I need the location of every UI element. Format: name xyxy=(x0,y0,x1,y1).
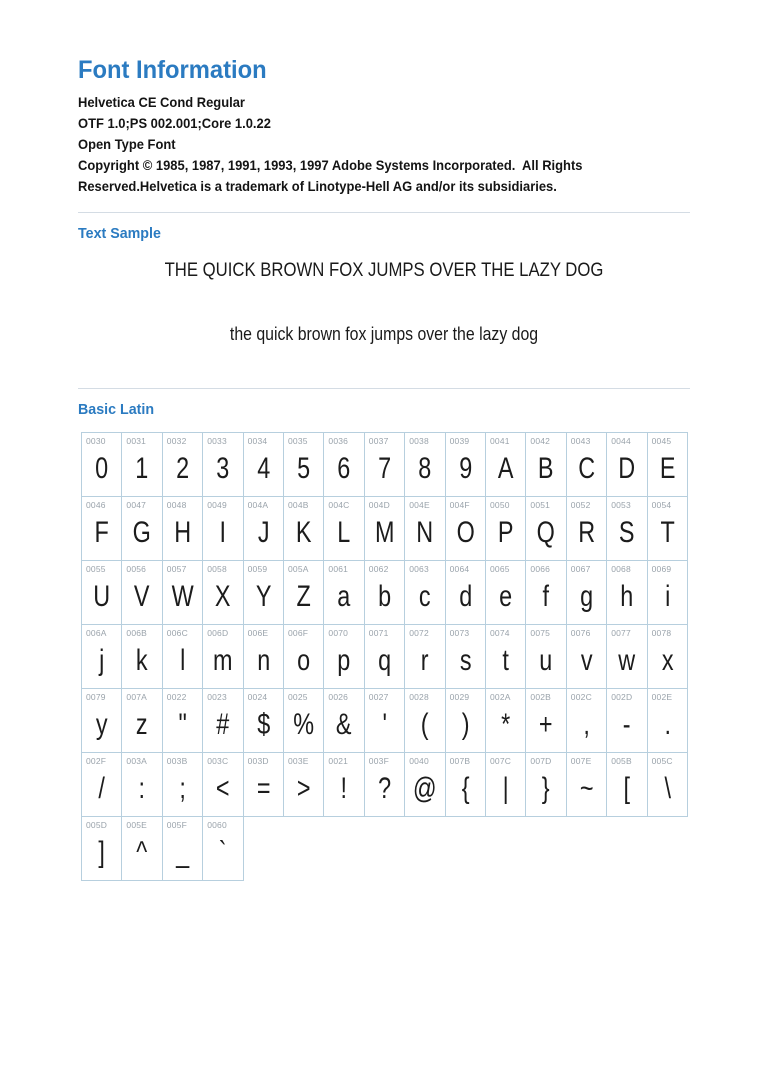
glyph: n xyxy=(256,643,270,677)
glyph-code: 007D xyxy=(530,755,552,766)
glyph: R xyxy=(578,515,595,549)
glyph: k xyxy=(136,643,148,677)
glyph-cell xyxy=(82,497,122,561)
glyph-cell xyxy=(244,497,284,561)
basic-latin-heading: Basic Latin xyxy=(78,400,155,418)
glyph-code: 004E xyxy=(409,499,430,510)
glyph: I xyxy=(219,515,227,549)
glyph-code: 0030 xyxy=(86,435,106,446)
glyph-code: 0049 xyxy=(207,499,227,510)
glyph-cell xyxy=(607,689,647,753)
glyph-code: 0050 xyxy=(490,499,510,510)
glyph-cell xyxy=(526,753,566,817)
glyph-code: 0044 xyxy=(611,435,631,446)
glyph: h xyxy=(620,579,634,613)
glyph: j xyxy=(99,643,105,677)
glyph-cell xyxy=(405,561,445,625)
glyph-cell xyxy=(163,497,203,561)
glyph-code: 0023 xyxy=(207,691,227,702)
glyph-cell xyxy=(405,497,445,561)
glyph-code: 0038 xyxy=(409,435,429,446)
glyph-code: 003C xyxy=(207,755,229,766)
glyph-code: 005B xyxy=(611,755,632,766)
glyph-cell xyxy=(405,753,445,817)
glyph-code: 006B xyxy=(126,627,148,638)
glyph-cell xyxy=(567,753,607,817)
glyph: @ xyxy=(413,771,437,805)
glyph-code: 0033 xyxy=(207,435,227,446)
glyph-cell xyxy=(567,689,607,753)
glyph-code: 006D xyxy=(207,627,229,638)
glyph-cell xyxy=(203,561,243,625)
glyph: 3 xyxy=(216,451,230,485)
glyph-cell xyxy=(446,689,486,753)
glyph: ) xyxy=(461,707,470,741)
text-sample-heading: Text Sample xyxy=(78,224,161,242)
glyph-cell xyxy=(163,561,203,625)
glyph-cell xyxy=(163,817,203,881)
copyright-text: Copyright © 1985, 1987, 1991, 1993, 1997 Adobe Systems Incorporated. All Rights Reserved.Helvetica is a trademark of Linotype-Hell AG and/or its subsidiaries. xyxy=(78,156,587,194)
glyph: ] xyxy=(98,835,105,869)
glyph-code: 003B xyxy=(166,755,188,766)
glyph-cell xyxy=(486,433,526,497)
glyph-code: 0077 xyxy=(611,627,631,638)
glyph-cell xyxy=(405,689,445,753)
glyph-cell xyxy=(203,433,243,497)
glyph: % xyxy=(293,707,315,741)
glyph-code: 0029 xyxy=(449,691,470,702)
glyph-cell xyxy=(365,625,405,689)
glyph-cell xyxy=(486,561,526,625)
glyph-cell xyxy=(122,497,162,561)
glyph-cell xyxy=(405,433,445,497)
glyph-code: 003A xyxy=(126,755,148,766)
glyph-cell xyxy=(284,433,324,497)
glyph-cell xyxy=(446,433,486,497)
glyph: L xyxy=(337,515,351,549)
glyph-cell xyxy=(567,625,607,689)
glyph-cell xyxy=(324,497,364,561)
glyph-code: 002A xyxy=(490,691,511,702)
glyph-code: 0079 xyxy=(86,691,106,702)
font-name: Helvetica CE Cond Regular xyxy=(78,93,245,110)
page-title: Font Information xyxy=(78,56,267,84)
glyph: Q xyxy=(536,515,556,549)
glyph-code: 006E xyxy=(247,627,269,638)
glyph: c xyxy=(419,579,431,613)
glyph-code: 007E xyxy=(570,755,592,766)
glyph-code: 005D xyxy=(86,819,108,830)
glyph-cell xyxy=(526,561,566,625)
glyph-code: 0041 xyxy=(490,435,510,446)
glyph-code: 0048 xyxy=(166,499,187,510)
glyph-code: 0046 xyxy=(86,499,106,510)
glyph-code: 0024 xyxy=(247,691,268,702)
sample-uppercase: THE QUICK BROWN FOX JUMPS OVER THE LAZY DOG xyxy=(164,259,604,281)
glyph: e xyxy=(499,579,513,613)
glyph-code: 0034 xyxy=(247,435,268,446)
glyph-code: 006A xyxy=(86,627,107,638)
glyph-cell xyxy=(203,625,243,689)
glyph-code: 004F xyxy=(449,499,470,510)
glyph-cell xyxy=(486,689,526,753)
glyph: S xyxy=(619,515,635,549)
glyph: P xyxy=(497,515,514,549)
glyph-code: 003E xyxy=(288,755,309,766)
glyph: B xyxy=(538,451,554,485)
glyph: d xyxy=(458,579,472,613)
glyph-cell xyxy=(567,433,607,497)
glyph: o xyxy=(297,643,311,677)
glyph: N xyxy=(416,515,434,549)
glyph-code: 0078 xyxy=(651,627,672,638)
glyph: O xyxy=(456,515,475,549)
glyph: 2 xyxy=(175,451,189,485)
glyph-code: 005E xyxy=(126,819,148,830)
glyph-code: 0060 xyxy=(207,819,227,830)
glyph-cell xyxy=(324,753,364,817)
glyph: # xyxy=(216,707,230,741)
glyph-code: 0071 xyxy=(368,627,389,638)
glyph: > xyxy=(296,771,311,805)
glyph-code: 0067 xyxy=(570,563,591,574)
glyph-cell xyxy=(163,433,203,497)
glyph: 4 xyxy=(256,451,270,485)
glyph-cell xyxy=(526,689,566,753)
glyph-code: 0052 xyxy=(570,499,591,510)
glyph: f xyxy=(542,579,550,613)
glyph: 8 xyxy=(418,451,432,485)
glyph-code: 0058 xyxy=(207,563,227,574)
glyph: , xyxy=(583,707,590,741)
glyph: ? xyxy=(377,771,391,805)
glyph-code: 0057 xyxy=(166,563,187,574)
glyph-cell xyxy=(244,433,284,497)
glyph-code: 0059 xyxy=(247,563,268,574)
glyph: & xyxy=(336,707,352,741)
glyph-code: 006C xyxy=(166,627,188,638)
glyph-cell xyxy=(122,753,162,817)
glyph: p xyxy=(337,643,351,677)
glyph-code: 0061 xyxy=(328,563,349,574)
glyph-code: 0035 xyxy=(288,435,308,446)
glyph-code: 0022 xyxy=(166,691,187,702)
glyph-code: 0068 xyxy=(611,563,631,574)
glyph-code: 0028 xyxy=(409,691,429,702)
glyph-cell xyxy=(163,689,203,753)
glyph-code: 0074 xyxy=(490,627,510,638)
font-metadata xyxy=(78,92,690,197)
glyph-cell xyxy=(607,753,647,817)
glyph: _ xyxy=(175,835,189,869)
glyph-cell xyxy=(405,625,445,689)
glyph-cell xyxy=(446,625,486,689)
glyph: W xyxy=(171,579,194,613)
glyph-cell xyxy=(244,753,284,817)
glyph-code: 004D xyxy=(368,499,390,510)
glyph-code: 007C xyxy=(490,755,512,766)
glyph: < xyxy=(216,771,230,805)
glyph-cell xyxy=(324,433,364,497)
glyph-code: 0031 xyxy=(126,435,147,446)
glyph-code: 0075 xyxy=(530,627,551,638)
glyph: $ xyxy=(256,707,270,741)
glyph-code: 0073 xyxy=(449,627,470,638)
glyph-code: 0036 xyxy=(328,435,349,446)
glyph-code: 002B xyxy=(530,691,552,702)
glyph-cell xyxy=(648,689,688,753)
basic-latin-grid xyxy=(81,432,688,881)
glyph: X xyxy=(215,579,231,613)
glyph-cell xyxy=(486,497,526,561)
glyph-cell xyxy=(446,561,486,625)
glyph: . xyxy=(664,707,671,741)
glyph: T xyxy=(660,515,675,549)
glyph-cell xyxy=(648,753,688,817)
glyph-cell xyxy=(203,817,243,881)
glyph: \ xyxy=(664,771,671,805)
glyph-cell xyxy=(122,625,162,689)
glyph: v xyxy=(580,643,593,677)
glyph-code: 002F xyxy=(86,755,107,766)
glyph: ; xyxy=(179,771,186,805)
glyph-code: 0045 xyxy=(651,435,672,446)
glyph: g xyxy=(579,579,593,613)
glyph: K xyxy=(295,515,312,549)
glyph-cell xyxy=(324,689,364,753)
glyph-code: 002C xyxy=(570,691,592,702)
glyph-cell xyxy=(607,433,647,497)
glyph-code: 0032 xyxy=(166,435,187,446)
glyph-code: 0053 xyxy=(611,499,631,510)
glyph: D xyxy=(618,451,636,485)
glyph: = xyxy=(256,771,271,805)
glyph: m xyxy=(213,643,233,677)
glyph-code: 0051 xyxy=(530,499,551,510)
glyph: z xyxy=(136,707,148,741)
glyph: ~ xyxy=(579,771,594,805)
glyph-cell xyxy=(122,689,162,753)
glyph: C xyxy=(578,451,595,485)
glyph: ( xyxy=(420,707,429,741)
glyph: q xyxy=(377,643,391,677)
sample-lowercase: the quick brown fox jumps over the lazy dog xyxy=(229,323,539,344)
glyph-cell xyxy=(244,689,284,753)
glyph-code: 002D xyxy=(611,691,633,702)
glyph: : xyxy=(138,771,146,805)
glyph-cell xyxy=(163,753,203,817)
glyph-code: 0025 xyxy=(288,691,308,702)
glyph-code: 0054 xyxy=(651,499,672,510)
glyph-code: 004B xyxy=(288,499,309,510)
glyph: y xyxy=(95,707,108,741)
glyph: ! xyxy=(340,771,348,805)
glyph: M xyxy=(374,515,395,549)
glyph: l xyxy=(179,643,186,677)
glyph-cell xyxy=(648,561,688,625)
glyph-code: 0076 xyxy=(570,627,591,638)
section-divider xyxy=(78,212,690,213)
glyph-cell xyxy=(365,497,405,561)
glyph: a xyxy=(337,579,351,613)
glyph-cell xyxy=(607,561,647,625)
glyph: b xyxy=(377,579,391,613)
glyph-cell xyxy=(526,625,566,689)
glyph-cell xyxy=(648,433,688,497)
glyph-code: 0039 xyxy=(449,435,470,446)
glyph-code: 005F xyxy=(166,819,187,830)
glyph: " xyxy=(178,707,187,741)
glyph-cell xyxy=(284,689,324,753)
glyph: ` xyxy=(218,835,227,869)
glyph-code: 003F xyxy=(368,755,389,766)
glyph-cell xyxy=(567,497,607,561)
glyph-cell xyxy=(284,497,324,561)
glyph-cell xyxy=(324,561,364,625)
glyph: H xyxy=(174,515,191,549)
glyph-code: 0026 xyxy=(328,691,349,702)
glyph-cell xyxy=(648,625,688,689)
glyph: F xyxy=(94,515,109,549)
glyph-cell xyxy=(203,689,243,753)
glyph-code: 0072 xyxy=(409,627,429,638)
glyph-cell xyxy=(607,497,647,561)
glyph-code: 0027 xyxy=(368,691,389,702)
glyph-cell xyxy=(82,753,122,817)
glyph: 0 xyxy=(95,451,109,485)
glyph: i xyxy=(664,579,670,613)
glyph: Y xyxy=(255,579,272,613)
glyph-cell xyxy=(365,689,405,753)
glyph: } xyxy=(542,771,551,805)
glyph: Z xyxy=(296,579,311,613)
glyph: + xyxy=(539,707,553,741)
glyph: 6 xyxy=(337,451,351,485)
glyph-cell xyxy=(122,433,162,497)
glyph-cell xyxy=(446,753,486,817)
glyph-cell xyxy=(365,753,405,817)
glyph-code: 0065 xyxy=(490,563,510,574)
glyph-code: 004A xyxy=(247,499,269,510)
glyph: U xyxy=(93,579,111,613)
glyph-cell xyxy=(446,497,486,561)
glyph-cell xyxy=(82,817,122,881)
glyph-cell xyxy=(284,625,324,689)
glyph-code: 0040 xyxy=(409,755,429,766)
font-version: OTF 1.0;PS 002.001;Core 1.0.22 xyxy=(78,114,271,131)
glyph-cell xyxy=(526,433,566,497)
glyph-code: 0055 xyxy=(86,563,106,574)
glyph: E xyxy=(659,451,676,485)
glyph: | xyxy=(502,771,509,805)
glyph-cell xyxy=(607,625,647,689)
glyph-cell xyxy=(526,497,566,561)
glyph-cell xyxy=(244,625,284,689)
glyph-code: 003D xyxy=(247,755,269,766)
glyph: t xyxy=(502,643,509,677)
glyph-code: 004C xyxy=(328,499,350,510)
glyph: { xyxy=(461,771,470,805)
glyph-cell xyxy=(244,561,284,625)
glyph: x xyxy=(661,643,674,677)
glyph-code: 0064 xyxy=(449,563,470,574)
glyph: u xyxy=(539,643,553,677)
glyph-cell xyxy=(82,625,122,689)
glyph: A xyxy=(497,451,514,485)
glyph: G xyxy=(132,515,152,549)
glyph-cell xyxy=(365,561,405,625)
spacer xyxy=(78,345,690,373)
glyph-cell xyxy=(82,689,122,753)
glyph: ^ xyxy=(136,835,148,869)
glyph: 7 xyxy=(377,451,391,485)
glyph-cell xyxy=(82,561,122,625)
glyph-cell xyxy=(365,433,405,497)
glyph: 5 xyxy=(297,451,311,485)
glyph: ' xyxy=(382,707,387,741)
glyph-code: 006F xyxy=(288,627,309,638)
glyph-code: 0070 xyxy=(328,627,349,638)
glyph-code: 0056 xyxy=(126,563,147,574)
glyph-cell xyxy=(486,625,526,689)
glyph-code: 007A xyxy=(126,691,148,702)
glyph-code: 005C xyxy=(651,755,673,766)
glyph-code: 0042 xyxy=(530,435,551,446)
glyph-cell xyxy=(486,753,526,817)
glyph-code: 0021 xyxy=(328,755,349,766)
glyph: - xyxy=(622,707,631,741)
glyph-cell xyxy=(203,753,243,817)
glyph-cell xyxy=(648,497,688,561)
glyph: V xyxy=(134,579,150,613)
glyph-cell xyxy=(284,753,324,817)
glyph-code: 0069 xyxy=(651,563,672,574)
glyph-code: 0037 xyxy=(368,435,389,446)
glyph: r xyxy=(420,643,429,677)
glyph-cell xyxy=(82,433,122,497)
glyph: / xyxy=(98,771,105,805)
glyph-code: 007B xyxy=(449,755,471,766)
glyph: 1 xyxy=(135,451,149,485)
font-type: Open Type Font xyxy=(78,135,176,152)
glyph-code: 0047 xyxy=(126,499,147,510)
glyph-cell xyxy=(203,497,243,561)
glyph-cell xyxy=(284,561,324,625)
glyph-code: 0063 xyxy=(409,563,429,574)
glyph: J xyxy=(257,515,270,549)
glyph-cell xyxy=(122,817,162,881)
glyph: w xyxy=(618,643,636,677)
glyph: 9 xyxy=(458,451,472,485)
glyph-code: 0066 xyxy=(530,563,551,574)
glyph: [ xyxy=(623,771,631,805)
glyph: s xyxy=(459,643,472,677)
glyph-cell xyxy=(567,561,607,625)
glyph: * xyxy=(501,707,511,741)
glyph-code: 005A xyxy=(288,563,309,574)
glyph-cell xyxy=(122,561,162,625)
glyph-code: 0043 xyxy=(570,435,591,446)
glyph-code: 0062 xyxy=(368,563,389,574)
section-divider xyxy=(78,388,690,389)
glyph-cell xyxy=(163,625,203,689)
glyph-cell xyxy=(324,625,364,689)
glyph-code: 002E xyxy=(651,691,673,702)
